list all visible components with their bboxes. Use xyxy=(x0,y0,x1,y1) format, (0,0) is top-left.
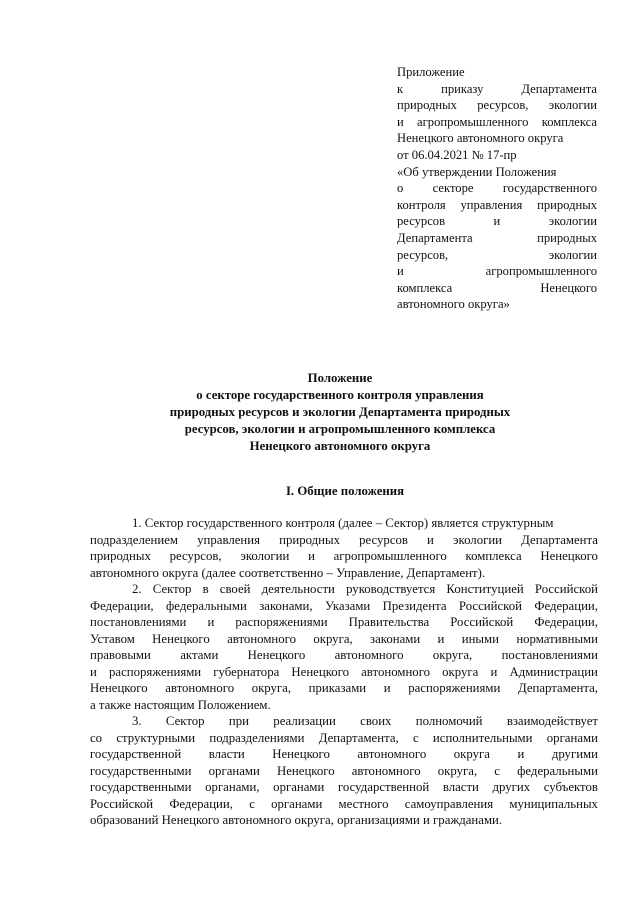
word: реализации xyxy=(273,714,336,728)
paragraph-line xyxy=(90,614,598,631)
word: Сектор xyxy=(165,714,205,728)
appendix-word: природных xyxy=(397,98,457,113)
word: с xyxy=(412,730,419,745)
appendix-line xyxy=(397,114,597,131)
word: своих xyxy=(360,714,392,728)
word: распоряжениями xyxy=(235,615,328,629)
word: Ненецкого xyxy=(272,747,330,761)
word: в xyxy=(202,582,209,596)
word: губернатора xyxy=(213,664,280,679)
word: автономного xyxy=(227,631,296,646)
word: приказами xyxy=(308,681,367,695)
word: природных xyxy=(90,549,151,563)
word: постановлениями xyxy=(501,648,598,662)
word: Российской xyxy=(458,598,522,613)
word: и xyxy=(207,615,215,629)
word: нормативными xyxy=(516,631,598,646)
appendix-word: Ненецкого xyxy=(540,280,597,295)
word: экологии xyxy=(240,549,290,563)
appendix-line xyxy=(397,213,597,230)
word: органами xyxy=(546,730,598,745)
title-line: о секторе государственного контроля управления xyxy=(196,388,484,402)
appendix-word: и xyxy=(397,114,404,129)
word: Департамента, xyxy=(318,730,399,745)
word: Президента xyxy=(382,598,447,613)
word: другими xyxy=(551,747,598,761)
word: округа, xyxy=(251,681,292,695)
word: федеральными xyxy=(166,598,247,613)
appendix-word: контроля xyxy=(397,197,446,212)
title-line: Ненецкого автономного округа xyxy=(249,439,431,453)
word: федеральными xyxy=(517,763,598,778)
word: органами, xyxy=(205,780,260,794)
word: и xyxy=(308,549,315,563)
appendix-word: государственного xyxy=(502,181,597,196)
appendix-word: и xyxy=(397,264,404,279)
word: автономного xyxy=(357,747,427,761)
word: законами, xyxy=(259,598,313,613)
word: Конституцией xyxy=(446,582,524,596)
word: муниципальных xyxy=(509,796,598,811)
paragraph-line xyxy=(90,713,598,730)
word: с xyxy=(249,796,255,811)
appendix-line xyxy=(397,247,597,264)
word: деятельности xyxy=(261,582,335,596)
word: Ненецкого xyxy=(247,648,306,662)
paragraph-line: автономного округа (далее соответственно – Управление, Департамент). xyxy=(90,565,486,580)
appendix-word: природных xyxy=(537,230,597,245)
paragraph-line: образований Ненецкого автономного округа, организациями и гражданами. xyxy=(90,813,503,827)
word: при xyxy=(228,714,249,728)
word: Уставом xyxy=(90,631,135,646)
word: государственной xyxy=(90,747,182,761)
paragraph-line xyxy=(90,532,598,549)
word: других xyxy=(492,780,531,794)
appendix-word: комплекса xyxy=(541,114,597,129)
appendix-line xyxy=(397,280,597,297)
paragraph-line: а также настоящим Положением. xyxy=(90,697,271,712)
word: Департамента, xyxy=(517,681,598,695)
word: органами xyxy=(271,796,323,811)
word: природных xyxy=(279,532,340,547)
section-heading: I. Общие положения xyxy=(285,484,405,498)
word: округа, xyxy=(313,631,353,646)
word: автономного xyxy=(334,648,404,662)
word: местного xyxy=(338,796,389,811)
word: Федерации, xyxy=(534,615,598,629)
word: Ненецкого xyxy=(90,681,148,695)
appendix-line xyxy=(397,180,597,197)
appendix-line xyxy=(397,81,597,98)
word: государственной xyxy=(338,780,430,794)
word: автономного xyxy=(351,763,421,778)
word: руководствуется xyxy=(346,582,436,596)
word: и xyxy=(490,664,498,679)
appendix-line xyxy=(397,263,597,280)
word: Сектор xyxy=(152,582,192,596)
word: Ненецкого xyxy=(277,763,335,778)
word: автономного xyxy=(165,681,235,695)
appendix-word: агропромышленного xyxy=(417,114,529,129)
word: субъектов xyxy=(543,780,598,794)
paragraph-line xyxy=(90,730,598,747)
appendix-line: автономного округа» xyxy=(397,297,510,312)
word: округа xyxy=(442,664,479,679)
word: правовыми xyxy=(90,648,151,662)
word: исполнительными xyxy=(432,730,533,745)
appendix-word: Департамента xyxy=(521,81,597,96)
word: управления xyxy=(197,532,260,547)
word: округа, xyxy=(432,648,473,662)
appendix-word: о xyxy=(397,181,404,196)
word: взаимодействует xyxy=(506,714,598,728)
appendix-line xyxy=(397,197,597,214)
document-title xyxy=(120,370,560,455)
word: и xyxy=(517,747,525,761)
appendix-word: приказу xyxy=(441,81,484,96)
word: иными xyxy=(461,631,499,646)
appendix-word: экологии xyxy=(548,247,597,262)
appendix-word: ресурсов, xyxy=(397,247,449,262)
word: распоряжениями xyxy=(408,681,501,695)
paragraph-line xyxy=(90,796,598,813)
word: подразделениями xyxy=(209,730,305,745)
paragraph-line xyxy=(90,680,598,697)
document-body xyxy=(90,515,598,829)
word: Российской xyxy=(534,582,598,596)
word: ресурсов xyxy=(359,532,408,547)
paragraph-line xyxy=(90,746,598,763)
word: власти xyxy=(442,780,479,794)
word: государственными xyxy=(90,763,192,778)
word: законами xyxy=(370,631,421,646)
appendix-word: комплекса xyxy=(397,280,453,295)
paragraph-line xyxy=(90,631,598,648)
word: Указами xyxy=(324,598,371,613)
title-line: ресурсов, экологии и агропромышленного комплекса xyxy=(184,422,496,436)
word: Российской xyxy=(450,615,514,629)
word: Федерации, xyxy=(90,598,154,613)
word: постановлениями xyxy=(90,615,187,629)
paragraph-line xyxy=(90,581,598,598)
word: государственными xyxy=(90,780,192,794)
paragraph-line xyxy=(90,598,598,615)
appendix-line: Ненецкого автономного округа xyxy=(397,131,564,146)
word: полномочий xyxy=(415,714,483,728)
appendix-word: экологии xyxy=(548,214,597,229)
word: автономного xyxy=(361,664,431,679)
appendix-word: к xyxy=(397,81,404,96)
appendix-word: экологии xyxy=(548,98,597,113)
paragraph-line xyxy=(90,763,598,780)
word: со xyxy=(90,730,103,745)
appendix-word: секторе xyxy=(432,181,474,196)
appendix-word: Департамента xyxy=(397,230,473,245)
word: Федерации, xyxy=(534,598,598,613)
word: своей xyxy=(219,582,251,596)
word: Департамента xyxy=(521,532,598,547)
word: власти xyxy=(208,747,245,761)
word: комплекса xyxy=(465,549,522,563)
word: Федерации, xyxy=(169,796,233,811)
word: ресурсов, xyxy=(169,549,222,563)
word: Ненецкого xyxy=(540,549,598,563)
paragraph-2 xyxy=(90,581,598,713)
word: 3. xyxy=(132,714,142,728)
appendix-word: управления xyxy=(460,197,523,212)
word: Ненецкого xyxy=(291,664,349,679)
appendix-line: «Об утверждении Положения xyxy=(397,164,557,179)
appendix-line: Приложение xyxy=(397,65,465,79)
appendix-word: ресурсов xyxy=(397,214,446,229)
appendix-word: и xyxy=(493,214,501,229)
word: органами xyxy=(208,763,260,778)
paragraph-line: 1. Сектор государственного контроля (далее – Сектор) является структурным xyxy=(132,516,554,530)
paragraph-line xyxy=(90,647,598,664)
word: Правительства xyxy=(348,615,430,629)
word: и xyxy=(383,681,391,695)
word: органами xyxy=(273,780,325,794)
paragraph-1 xyxy=(90,515,598,581)
appendix-word: природных xyxy=(537,197,597,212)
appendix-line: от 06.04.2021 № 17-пр xyxy=(397,147,517,162)
word: подразделением xyxy=(90,532,179,547)
word: и xyxy=(427,532,434,547)
paragraph-line xyxy=(90,779,598,796)
word: агропромышленного xyxy=(333,549,447,563)
word: с xyxy=(494,763,500,778)
word: распоряжениями xyxy=(108,664,202,679)
title-line: природных ресурсов и экологии Департамента природных xyxy=(169,405,511,419)
paragraph-line xyxy=(90,548,598,565)
paragraph-3 xyxy=(90,713,598,829)
appendix-line xyxy=(397,97,597,114)
word: Ненецкого xyxy=(152,631,210,646)
word: экологии xyxy=(453,532,503,547)
word: актами xyxy=(180,648,219,662)
appendix-word: агропромышленного xyxy=(485,264,597,279)
word: и xyxy=(437,631,445,646)
appendix-block xyxy=(397,64,597,313)
word: структурными xyxy=(116,730,196,745)
appendix-line xyxy=(397,230,597,247)
word: Администрации xyxy=(509,664,598,679)
paragraph-line xyxy=(90,664,598,681)
word: округа xyxy=(453,747,490,761)
word: округа, xyxy=(437,763,478,778)
word: Российской xyxy=(90,796,154,811)
word: самоуправления xyxy=(404,796,494,811)
title-line: Положение xyxy=(307,371,373,385)
appendix-word: ресурсов, xyxy=(477,98,529,113)
word: и xyxy=(90,664,97,679)
word: 2. xyxy=(132,582,142,596)
